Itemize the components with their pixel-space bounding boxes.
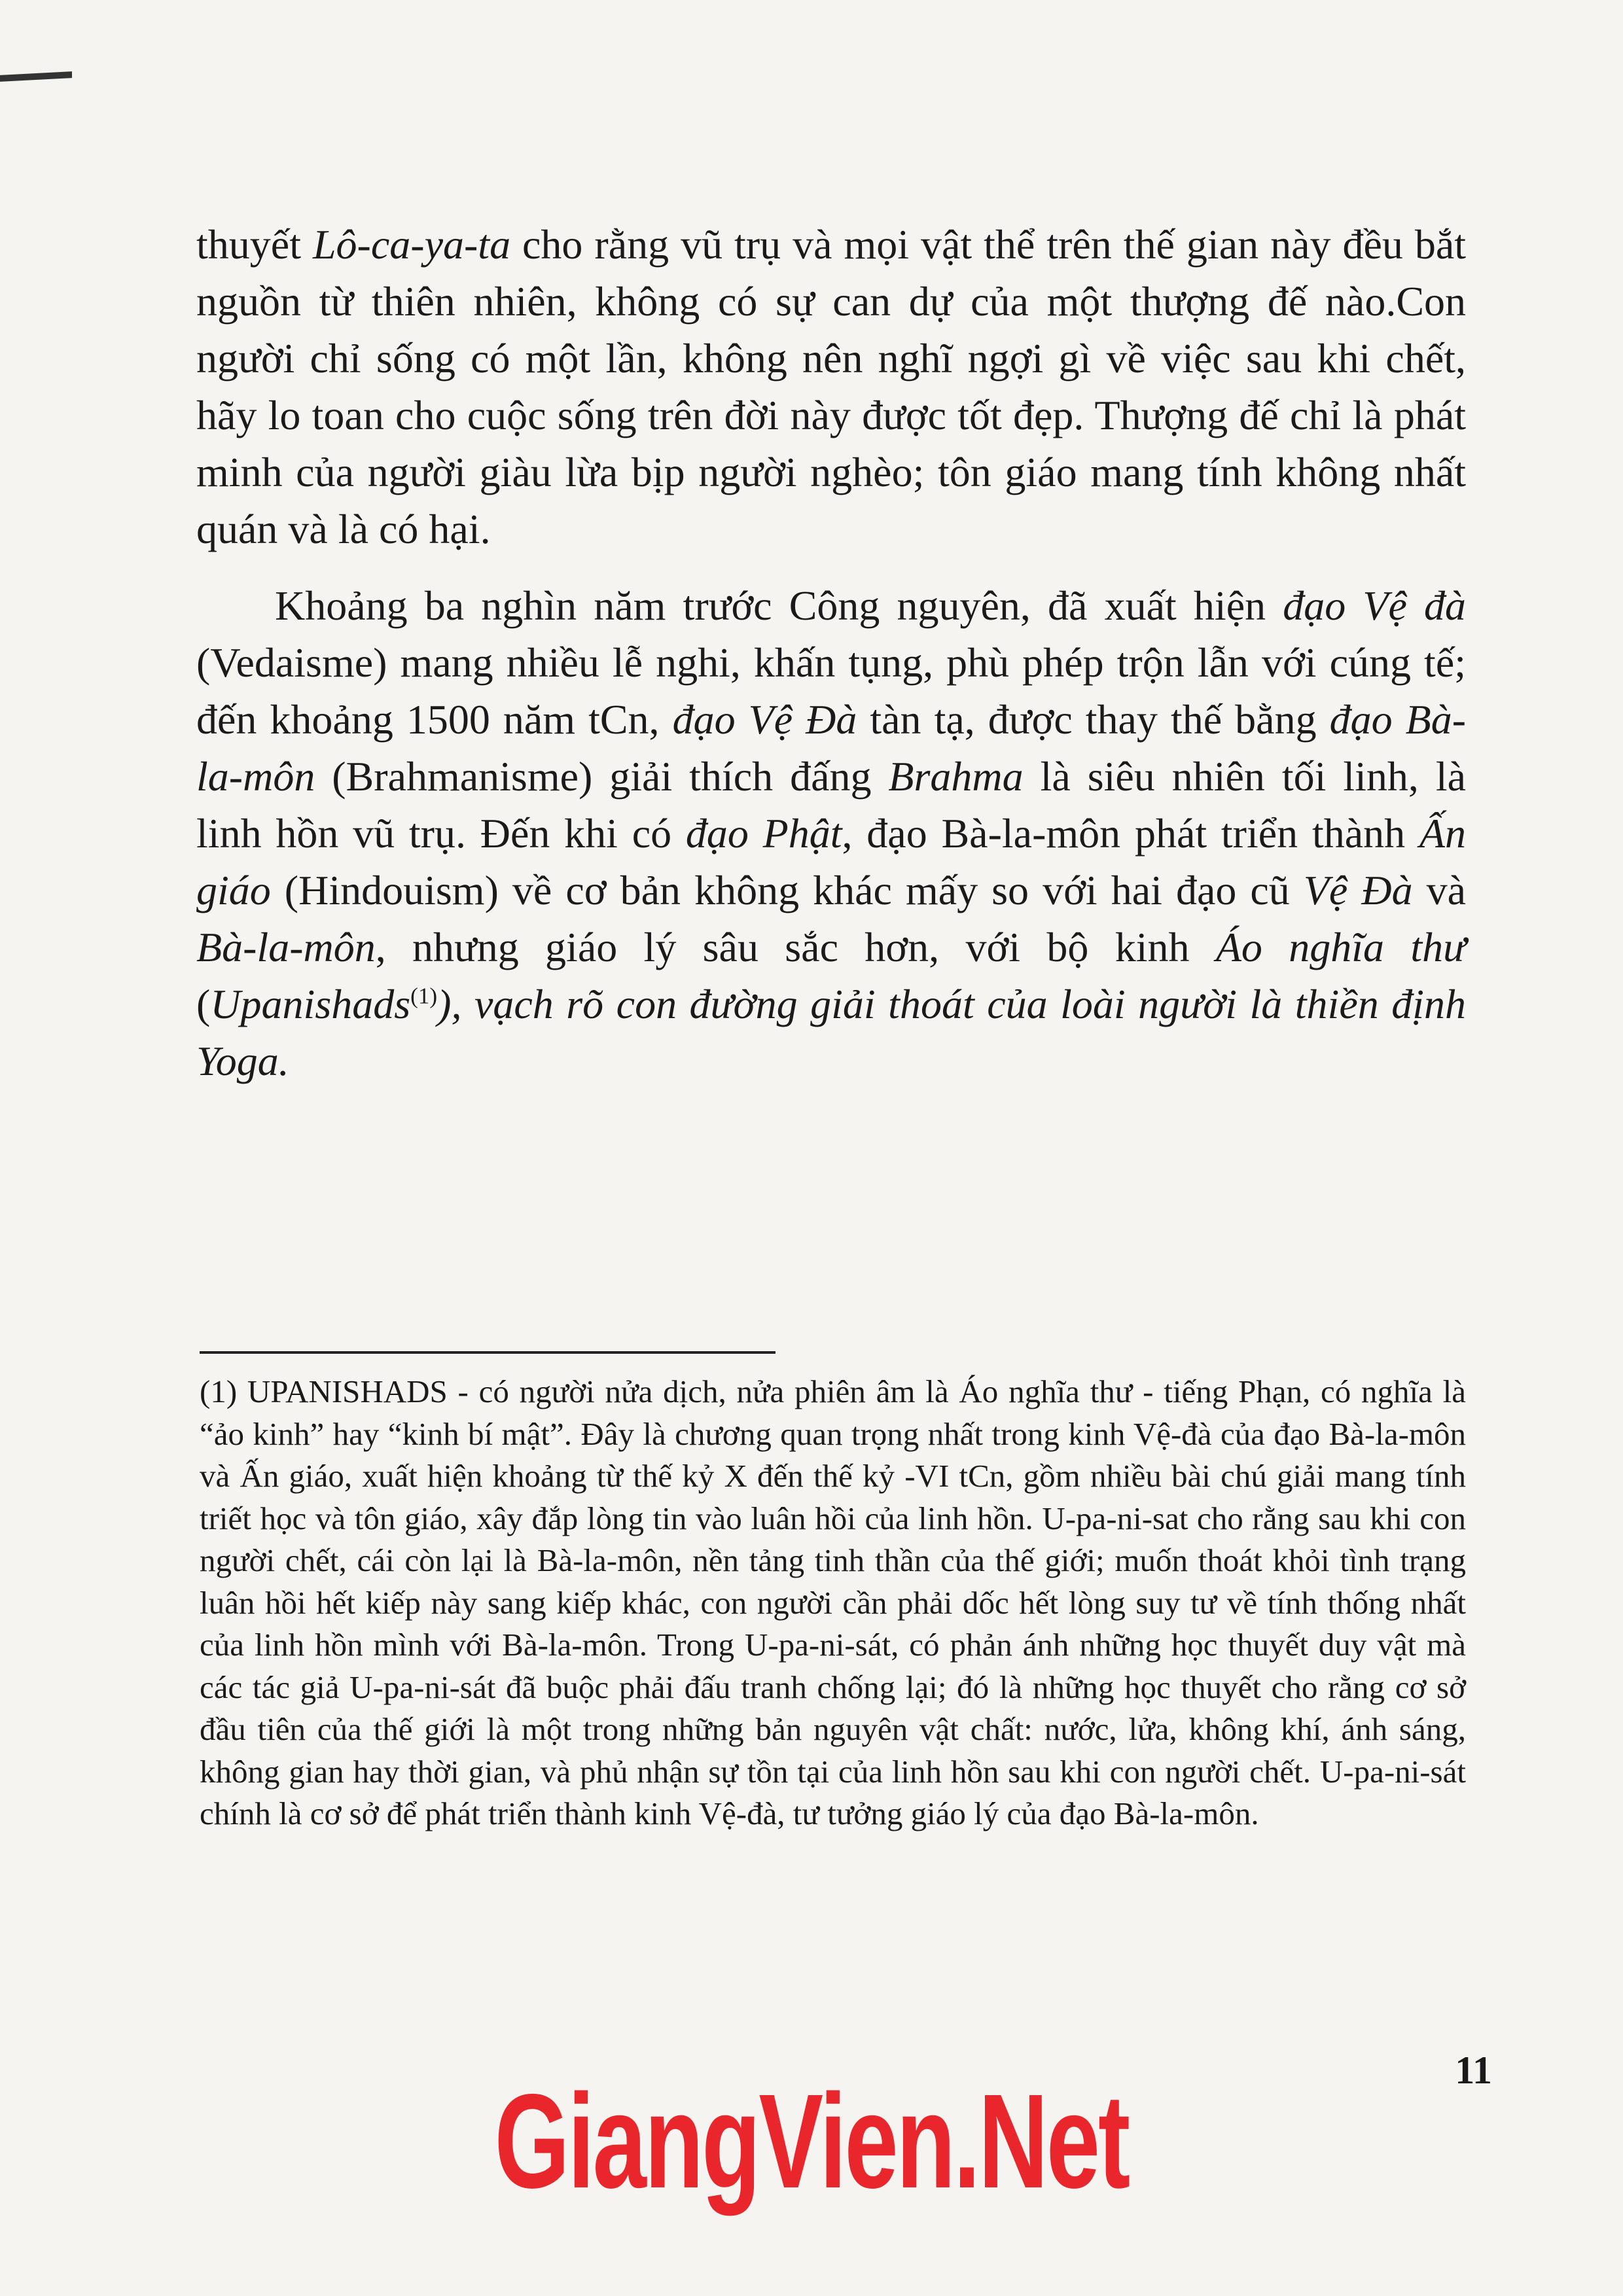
text-run: thuyết bbox=[196, 221, 313, 268]
italic-run: đạo Vệ Đà bbox=[672, 696, 857, 743]
text-run: (Hindouism) về cơ bản không khác mấy so với hai đạo cũ bbox=[270, 867, 1304, 913]
italic-run: ), vạch rõ con đường giải thoát của loài người là thiền định Yoga. bbox=[196, 981, 1466, 1084]
italic-run: Brahma bbox=[888, 753, 1024, 800]
italic-run: Vệ Đà bbox=[1303, 867, 1413, 913]
text-run: Khoảng ba nghìn năm trước Công nguyên, đã xuất hiện bbox=[275, 582, 1283, 629]
body-paragraphs bbox=[196, 216, 1466, 1089]
footnote-marker: (1) bbox=[410, 983, 438, 1009]
paragraph bbox=[196, 216, 1466, 557]
text-run: ( bbox=[196, 981, 211, 1027]
italic-run: Upanishads bbox=[210, 981, 411, 1027]
text-run: (Vedaisme) mang nhiều lễ nghi, khấn tụng, phù phép trộn lẫn với cúng tế; đến khoảng 1500 năm tCn, bbox=[196, 639, 1466, 743]
text-run: , đạo Bà-la-môn phát triển thành bbox=[842, 810, 1419, 857]
italic-run: Lô-ca-ya-ta bbox=[312, 221, 511, 268]
page-number: 11 bbox=[1455, 2049, 1492, 2092]
scan-edge-mark bbox=[0, 71, 72, 82]
watermark-logo: GiangVien.Net bbox=[494, 2066, 1129, 2216]
italic-run: Ấn giáo bbox=[196, 810, 1467, 913]
italic-run: đạo Vệ đà bbox=[1283, 582, 1466, 629]
text-run: , nhưng giáo lý sâu sắc hơn, với bộ kinh bbox=[375, 924, 1216, 970]
text-run: và bbox=[1412, 867, 1467, 913]
italic-run: Bà-la-môn bbox=[196, 924, 376, 970]
text-run: tàn tạ, được thay thế bằng bbox=[857, 696, 1330, 743]
paragraph bbox=[196, 577, 1466, 1089]
text-run: cho rằng vũ trụ và mọi vật thể trên thế gian này đều bắt nguồn từ thiên nhiên, không có sự can dự của một thượng đế nào.Con người chỉ sống có một lần, không nên nghĩ ngợi gì về việc sau khi chết, hãy lo toan cho cuộc sống trên đời này được tốt đẹp. Thượng đế chỉ là phát minh của người giàu lừa bịp người nghèo; tôn giáo mang tính không nhất quán và là có hại. bbox=[196, 221, 1467, 552]
footnote-divider bbox=[200, 1351, 776, 1354]
italic-run: đạo Bà-la-môn bbox=[196, 696, 1467, 800]
footnote: (1) UPANISHADS - có người nửa dịch, nửa phiên âm là Áo nghĩa thư - tiếng Phạn, có nghĩa là “ảo kinh” hay “kinh bí mật”. Đây là chương quan trọng nhất trong kinh Vệ-đà của đạo Bà-la-môn và Ấn giáo, xuất hiện khoảng từ thế kỷ X đến thế kỷ -VI tCn, gồm nhiều bài chú giải mang tính triết học và tôn giáo, xây đắp lòng tin vào luân hồi của linh hồn. U-pa-ni-sat cho rằng sau khi con người chết, cái còn lại là Bà-la-môn, nền tảng tinh thần của thế giới; muốn thoát khỏi tình trạng luân hồi hết kiếp này sang kiếp khác, con người cần phải dốc hết lòng suy tư về tính thống nhất của linh hồn mình với Bà-la-môn. Trong U-pa-ni-sát, có phản ánh những học thuyết duy vật mà các tác giả U-pa-ni-sát đã buộc phải đấu tranh chống lại; đó là những học thuyết cho rằng cơ sở đầu tiên của thế giới là một trong những bản nguyên vật chất: nước, lửa, không khí, ánh sáng, không gian hay thời gian, và phủ nhận sự tồn tại của linh hồn sau khi con người chết. U-pa-ni-sát chính là cơ sở để phát triển thành kinh Vệ-đà, tư tưởng giáo lý của đạo Bà-la-môn. bbox=[200, 1373, 1466, 1831]
main-text bbox=[196, 216, 1466, 1109]
text-run: (Brahmanisme) giải thích đấng bbox=[315, 753, 889, 800]
text-run: là siêu nhiên tối linh, là linh hồn vũ trụ. Đến khi có bbox=[196, 753, 1467, 857]
italic-run: đạo Phật bbox=[685, 810, 842, 857]
italic-run: Áo nghĩa thư bbox=[1215, 924, 1467, 970]
